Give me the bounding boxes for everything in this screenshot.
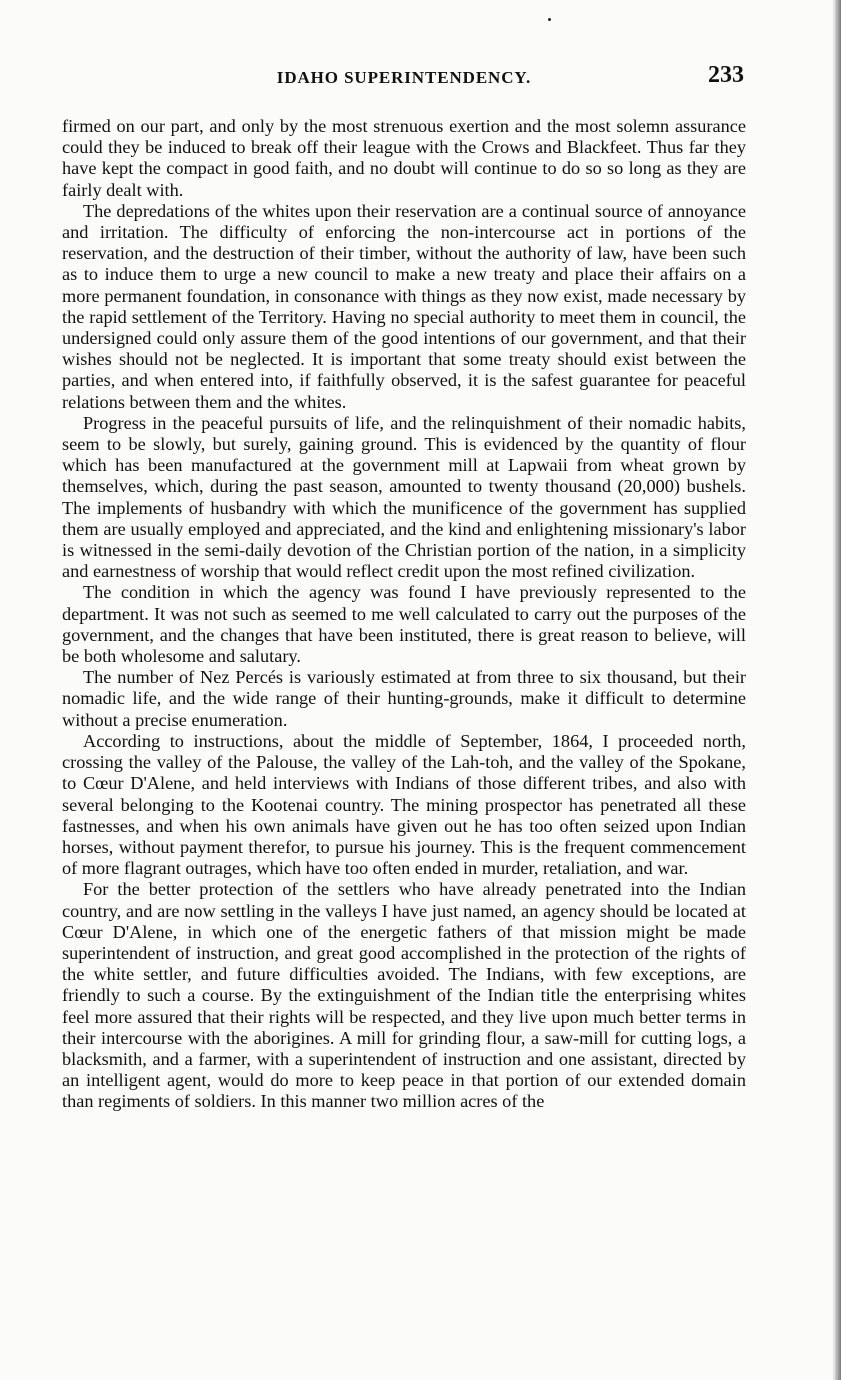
paragraph-protection: For the better protection of the settlers who have already penetrated into the Indian country, and are now settling in the valleys I have just named, an agency should be located at Cœur D'Alene, in which one of the energetic fathers of that mission might be made superintendent of instruction, and great good accomplished in the protection of the rights of the white settler, and future difficulties avoided. The Indians, with few exceptions, are friendly to such a course. By the extinguishment of the Indian title the enterprising whites feel more assured that their rights will be respected, and they live upon much better terms in their intercourse with the aborigines. A mill for grinding flour, a saw-mill for cutting logs, a blacksmith, and a farmer, with a superintendent of instruction and one assistant, directed by an intelligent agent, would do more to keep peace in that portion of our extended domain than regiments of soldiers. In this manner two million acres of the [62,879,746,1112]
body-text [62,116,746,1286]
running-head: IDAHO SUPERINTENDENCY. [276,68,532,87]
page-edge-shadow [835,0,841,1380]
paragraph-instructions: According to instructions, about the middle of September, 1864, I proceeded north, crossing the valley of the Palouse, the valley of the Lah-toh, and the valley of the Spokane, to Cœur D'Alene, and held interviews with Indians of those different tribes, and also with several belonging to the Kootenai country. The mining prospector has penetrated all these fastnesses, and when his own animals have given out he has too often seized upon Indian horses, without payment therefor, to pursue his journey. This is the frequent commencement of more flagrant outrages, which have too often ended in murder, retaliation, and war. [62,730,746,879]
print-speck [548,18,551,21]
page-number: 233 [708,62,744,88]
paragraph-progress: Progress in the peaceful pursuits of life, and the relinquishment of their nomadic habits, seem to be slowly, but surely, gaining ground. This is evidenced by the quantity of flour which has been manufactured at the government mill at Lapwaii from wheat grown by themselves, which, during the past season, amounted to twenty thousand (20,000) bushels. The implements of husbandry with which the munificence of the government has supplied them are usually employed and appreciated, and the kind and enlightening missionary's labor is witnessed in the semi-daily devotion of the Christian portion of the nation, in a simplicity and earnestness of worship that would reflect credit upon the most refined civilization. [62,412,746,582]
paragraph-agency-condition: The condition in which the agency was found I have previously represented to the department. It was not such as seemed to me well calculated to carry out the purposes of the government, and the changes that have been instituted, there is great reason to believe, will be both wholesome and salutary. [62,582,746,667]
paragraph-nez-perces: The number of Nez Percés is variously estimated at from three to six thousand, but their nomadic life, and the wide range of their hunting-grounds, make it difficult to determine without a precise enumeration. [62,667,746,730]
paragraph-continued: firmed on our part, and only by the most strenuous exertion and the most solemn assurance could they be induced to break off their league with the Crows and Blackfeet. Thus far they have kept the compact in good faith, and no doubt will continue to do so so long as they are fairly dealt with. [62,116,746,200]
page-header [62,62,746,96]
paragraph-depredations: The depredations of the whites upon their reservation are a continual source of annoyance and irritation. The difficulty of enforcing the non-intercourse act in portions of the reservation, and the destruction of their timber, without the authority of law, have been such as to induce them to urge a new council to make a new treaty and place their affairs on a more permanent foundation, in consonance with things as they now exist, made necessary by the rapid settlement of the Territory. Having no special authority to meet them in council, the undersigned could only assure them of the good intentions of our government, and that their wishes should not be neglected. It is important that some treaty should exist between the parties, and when entered into, if faithfully observed, it is the safest guarantee for peaceful relations between them and the whites. [62,200,746,412]
